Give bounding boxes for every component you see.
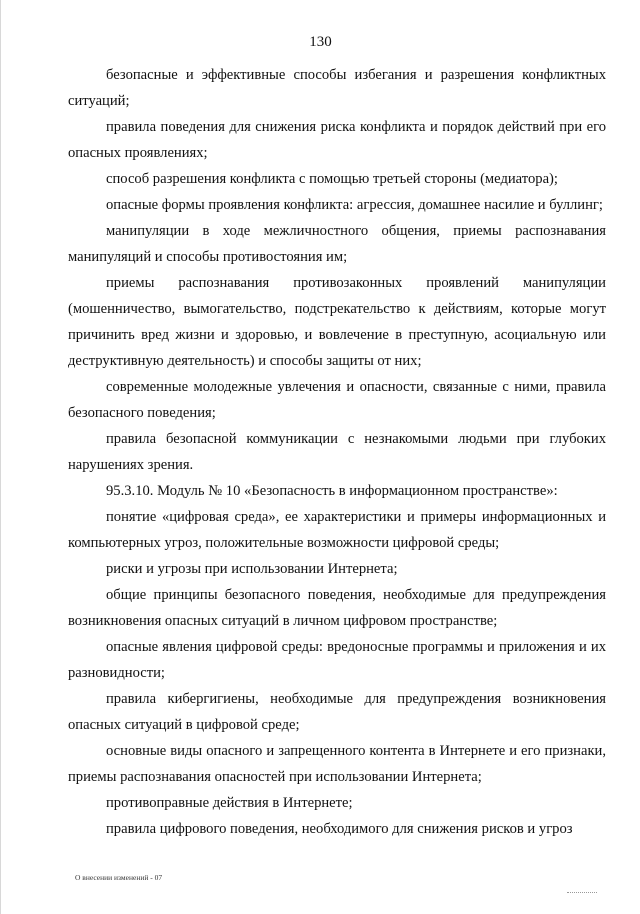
paragraph-2: правила поведения для снижения риска конфликта и порядок действий при его опасных проявлениях; bbox=[68, 119, 606, 161]
paragraph-16: противоправные действия в Интернете; bbox=[106, 795, 353, 811]
paragraph-10: понятие «цифровая среда», ее характеристики и примеры информационных и компьютерных угроз, положительные возможности цифровой среды; bbox=[68, 509, 606, 551]
paragraph-7: современные молодежные увлечения и опасности, связанные с ними, правила безопасного поведения; bbox=[68, 379, 606, 421]
paragraph-5: манипуляции в ходе межличностного общения, приемы распознавания манипуляций и способы противостояния им; bbox=[68, 223, 606, 265]
document-body bbox=[68, 62, 606, 842]
paragraph-14: правила кибергигиены, необходимые для предупреждения возникновения опасных ситуаций в цифровой среде; bbox=[68, 691, 606, 733]
paragraph-17: правила цифрового поведения, необходимого для снижения рисков и угроз bbox=[106, 821, 573, 837]
paragraph-13: опасные явления цифровой среды: вредоносные программы и приложения и их разновидности; bbox=[68, 639, 606, 681]
footer-divider bbox=[567, 892, 597, 893]
paragraph-11: риски и угрозы при использовании Интернета; bbox=[106, 561, 398, 577]
page-number: 130 bbox=[309, 34, 332, 50]
paragraph-4: опасные формы проявления конфликта: агрессия, домашнее насилие и буллинг; bbox=[106, 197, 603, 213]
paragraph-8: правила безопасной коммуникации с незнакомыми людьми при глубоких нарушениях зрения. bbox=[68, 431, 606, 473]
paragraph-15: основные виды опасного и запрещенного контента в Интернете и его признаки, приемы распознавания опасностей при использовании Интернета; bbox=[68, 743, 606, 785]
paragraph-1: безопасные и эффективные способы избегания и разрешения конфликтных ситуаций; bbox=[68, 67, 606, 109]
paragraph-12: общие принципы безопасного поведения, необходимые для предупреждения возникновения опасных ситуаций в личном цифровом пространстве; bbox=[68, 587, 606, 629]
paragraph-6: приемы распознавания противозаконных проявлений манипуляции (мошенничество, вымогательство, подстрекательство к действиям, которые могут причинить вред жизни и здоровью, и вовлечение в преступную, асоциальную или деструктивную деятельность) и способы защиты от них; bbox=[68, 275, 606, 369]
paragraph-3: способ разрешения конфликта с помощью третьей стороны (медиатора); bbox=[106, 171, 558, 187]
section-heading-module-10: 95.3.10. Модуль № 10 «Безопасность в информационном пространстве»: bbox=[106, 483, 558, 499]
footer-note: О внесении изменений - 07 bbox=[75, 873, 163, 882]
